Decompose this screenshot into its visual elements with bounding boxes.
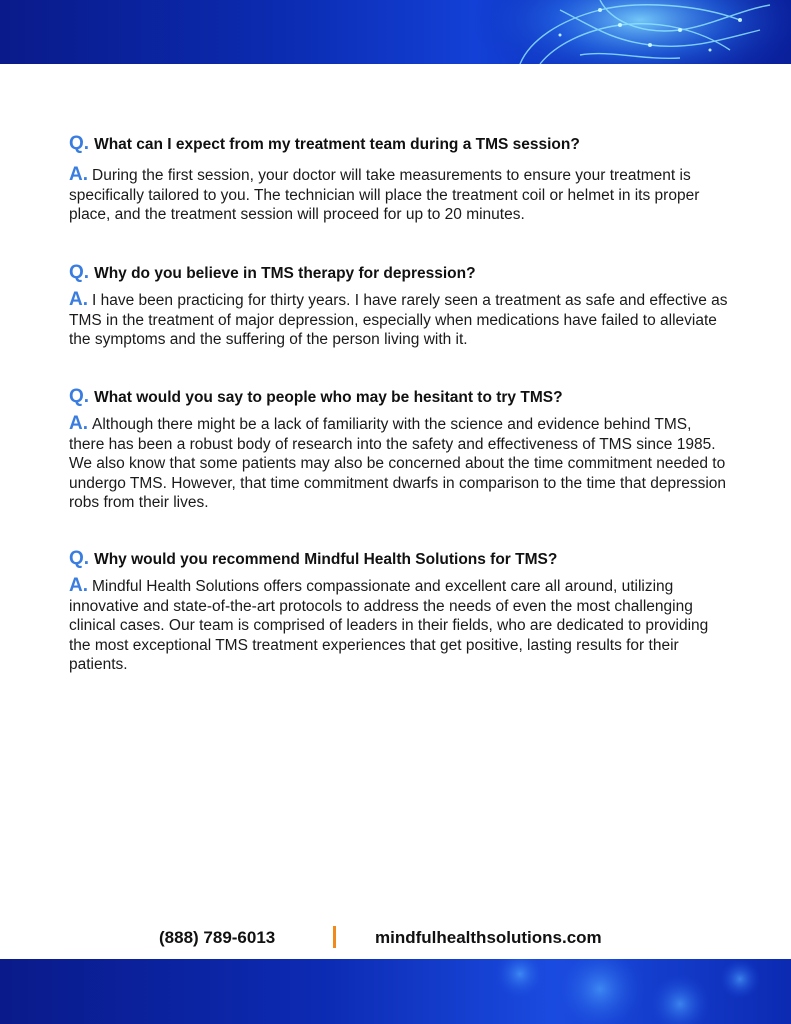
question-marker: Q. bbox=[69, 262, 90, 283]
question-line bbox=[69, 262, 729, 284]
answer-marker: A. bbox=[69, 289, 88, 310]
answer-text: Mindful Health Solutions offers compassionate and excellent care all around, utilizing innovative and state-of-the-art protocols to address the needs of even the most challenging clinical cases. Our team is comprised of leaders in their fields, who are dedicated to providing the most exceptional TMS treatment experiences that get positive, lasting results for their patients. bbox=[69, 578, 709, 673]
footer-banner bbox=[0, 959, 791, 1024]
answer-block bbox=[69, 414, 729, 513]
answer-marker: A. bbox=[69, 413, 88, 434]
question-text: What would you say to people who may be hesitant to try TMS? bbox=[94, 389, 563, 406]
question-marker: Q. bbox=[69, 548, 90, 569]
question-line bbox=[69, 548, 729, 570]
answer-text: During the first session, your doctor will take measurements to ensure your treatment is specifically tailored to you. The technician will place the treatment coil or helmet in its proper place, and the treatment session will proceed for up to 20 minutes. bbox=[69, 167, 700, 223]
question-marker: Q. bbox=[69, 386, 90, 407]
answer-block bbox=[69, 290, 729, 350]
qa-item bbox=[69, 386, 729, 513]
divider bbox=[333, 926, 336, 948]
question-line bbox=[69, 386, 729, 408]
qa-item bbox=[69, 548, 729, 675]
question-text: Why would you recommend Mindful Health Solutions for TMS? bbox=[94, 551, 558, 568]
answer-block bbox=[69, 576, 729, 675]
phone-number[interactable]: (888) 789-6013 bbox=[159, 928, 276, 947]
question-line bbox=[69, 133, 729, 155]
question-text: Why do you believe in TMS therapy for depression? bbox=[94, 265, 476, 282]
brain-network-graphic bbox=[0, 0, 791, 64]
qa-item bbox=[69, 262, 729, 350]
qa-item bbox=[69, 133, 729, 225]
question-text: What can I expect from my treatment team during a TMS session? bbox=[94, 136, 580, 153]
answer-marker: A. bbox=[69, 164, 88, 185]
answer-marker: A. bbox=[69, 575, 88, 596]
answer-text: I have been practicing for thirty years. I have rarely seen a treatment as safe and effective as TMS in the treatment of major depression, especially when medications have failed to alleviate the symptoms and the suffering of the person living with it. bbox=[69, 292, 728, 348]
header-banner bbox=[0, 0, 791, 64]
website-link[interactable]: mindfulhealthsolutions.com bbox=[375, 928, 602, 947]
question-marker: Q. bbox=[69, 133, 90, 154]
footer-contact bbox=[0, 926, 791, 950]
bokeh-graphic bbox=[0, 959, 791, 1024]
answer-text: Although there might be a lack of familiarity with the science and evidence behind TMS, there has been a robust body of research into the safety and effectiveness of TMS since 1985. We also know that some patients may also be concerned about the time commitment needed to undergo TMS. However, that time commitment dwarfs in comparison to the time that depression robs from their lives. bbox=[69, 416, 727, 511]
answer-block bbox=[69, 165, 729, 225]
